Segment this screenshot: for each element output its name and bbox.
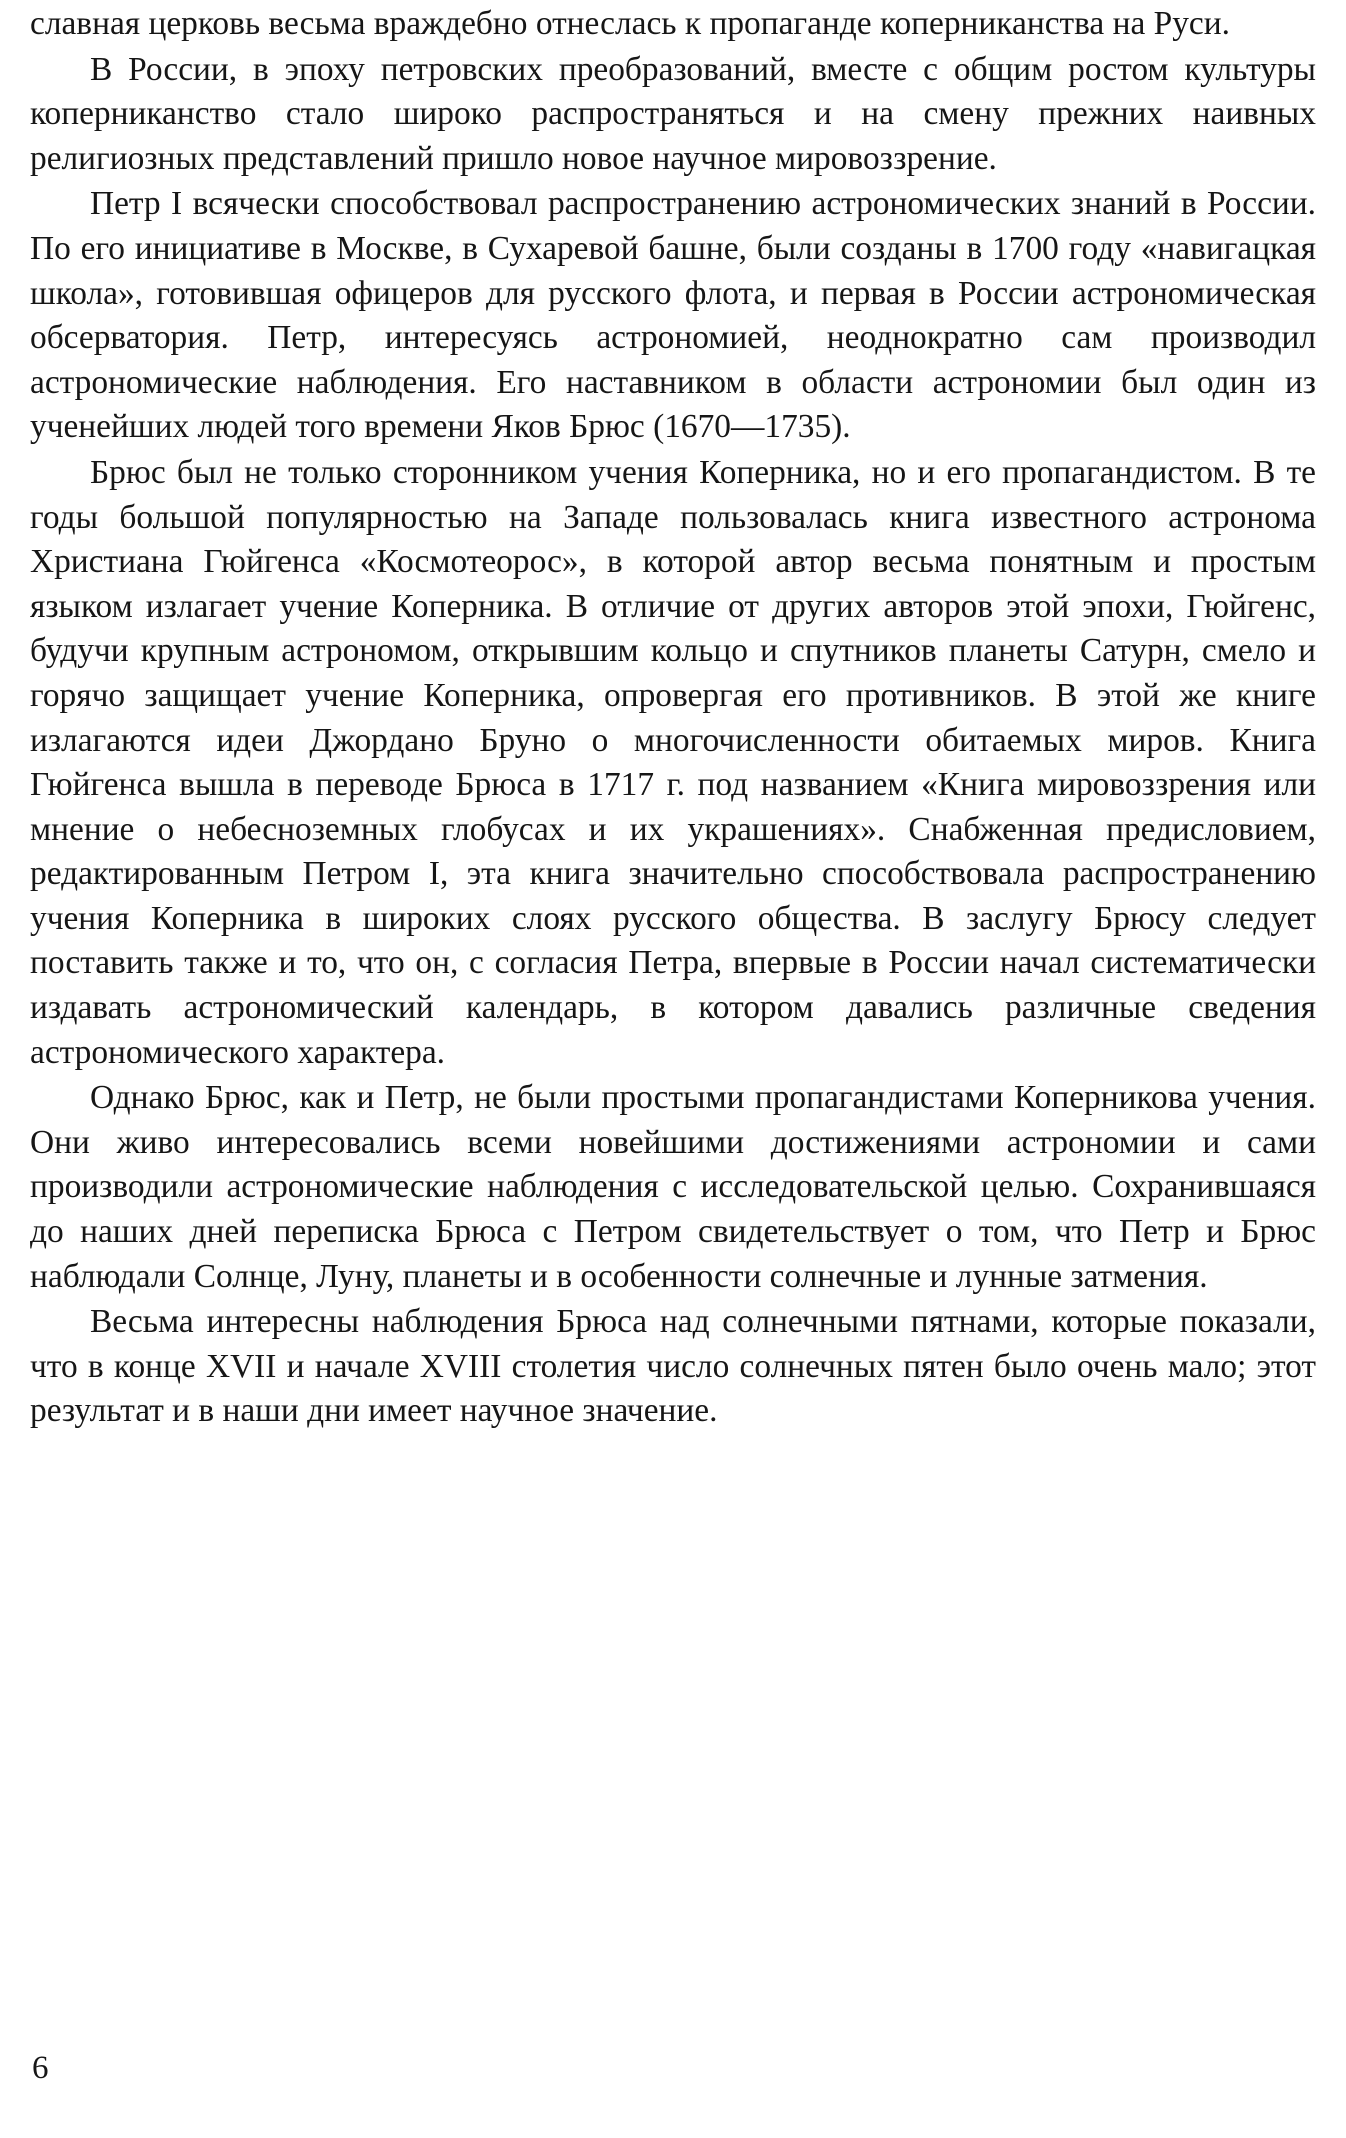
paragraph-continuation: славная церковь весьма враждебно отнеслась к пропаганде коперниканства на Руси.	[30, 5, 1230, 42]
body-text	[30, 2, 1316, 1435]
book-page	[30, 0, 1316, 2138]
paragraph: Однако Брюс, как и Петр, не были простыми пропагандистами Коперникова учения. Они живо интересовались всеми новейшими достижениями астрономии и сами производили астрономические наблюдения с исследовательской целью. Сохранившаяся до наших дней переписка Брюса с Петром свидетельствует о том, что Петр и Брюс наблюдали Солнце, Луну, планеты и в особенности солнечные и лунные затмения.	[30, 1079, 1316, 1295]
paragraph: Петр I всячески способствовал распространению астрономических знаний в России. По его инициативе в Москве, в Сухаревой башне, были созданы в 1700 году «навигацкая школа», готовившая офицеров для русского флота, и первая в России астрономическая обсерватория. Петр, интересуясь астрономией, неоднократно сам производил астрономические наблюдения. Его наставником в области астрономии был один из ученейших людей того времени Яков Брюс (1670—1735).	[30, 185, 1316, 446]
paragraph: Брюс был не только сторонником учения Коперника, но и его пропагандистом. В те годы большой популярностью на Западе пользовалась книга известного астронома Христиана Гюйгенса «Космотеорос», в которой автор весьма понятным и простым языком излагает учение Коперника. В отличие от других авторов этой эпохи, Гюйгенс, будучи крупным астрономом, открывшим кольцо и спутников планеты Сатурн, смело и горячо защищает учение Коперника, опровергая его противников. В этой же книге излагаются идеи Джордано Бруно о многочисленности обитаемых миров. Книга Гюйгенса вышла в переводе Брюса в 1717 г. под названием «Книга мировоззрения или мнение о небесноземных глобусах и их украшениях». Снабженная предисловием, редактированным Петром I, эта книга значительно способствовала распространению учения Коперника в широких слоях русского общества. В заслугу Брюсу следует поставить также и то, что он, с согласия Петра, впервые в России начал систематически издавать астрономический календарь, в котором давались различные сведения астрономического характера.	[30, 453, 1316, 1071]
paragraph: Весьма интересны наблюдения Брюса над солнечными пятнами, которые показали, что в конце XVII и начале XVIII столетия число солнечных пятен было очень мало; этот результат и в наши дни имеет научное значение.	[30, 1303, 1316, 1430]
paragraph: В России, в эпоху петровских преобразований, вместе с общим ростом культуры коперниканство стало широко распространяться и на смену прежних наивных религиозных представлений пришло новое научное мировоззрение.	[30, 50, 1316, 177]
page-number: 6	[32, 2050, 49, 2086]
